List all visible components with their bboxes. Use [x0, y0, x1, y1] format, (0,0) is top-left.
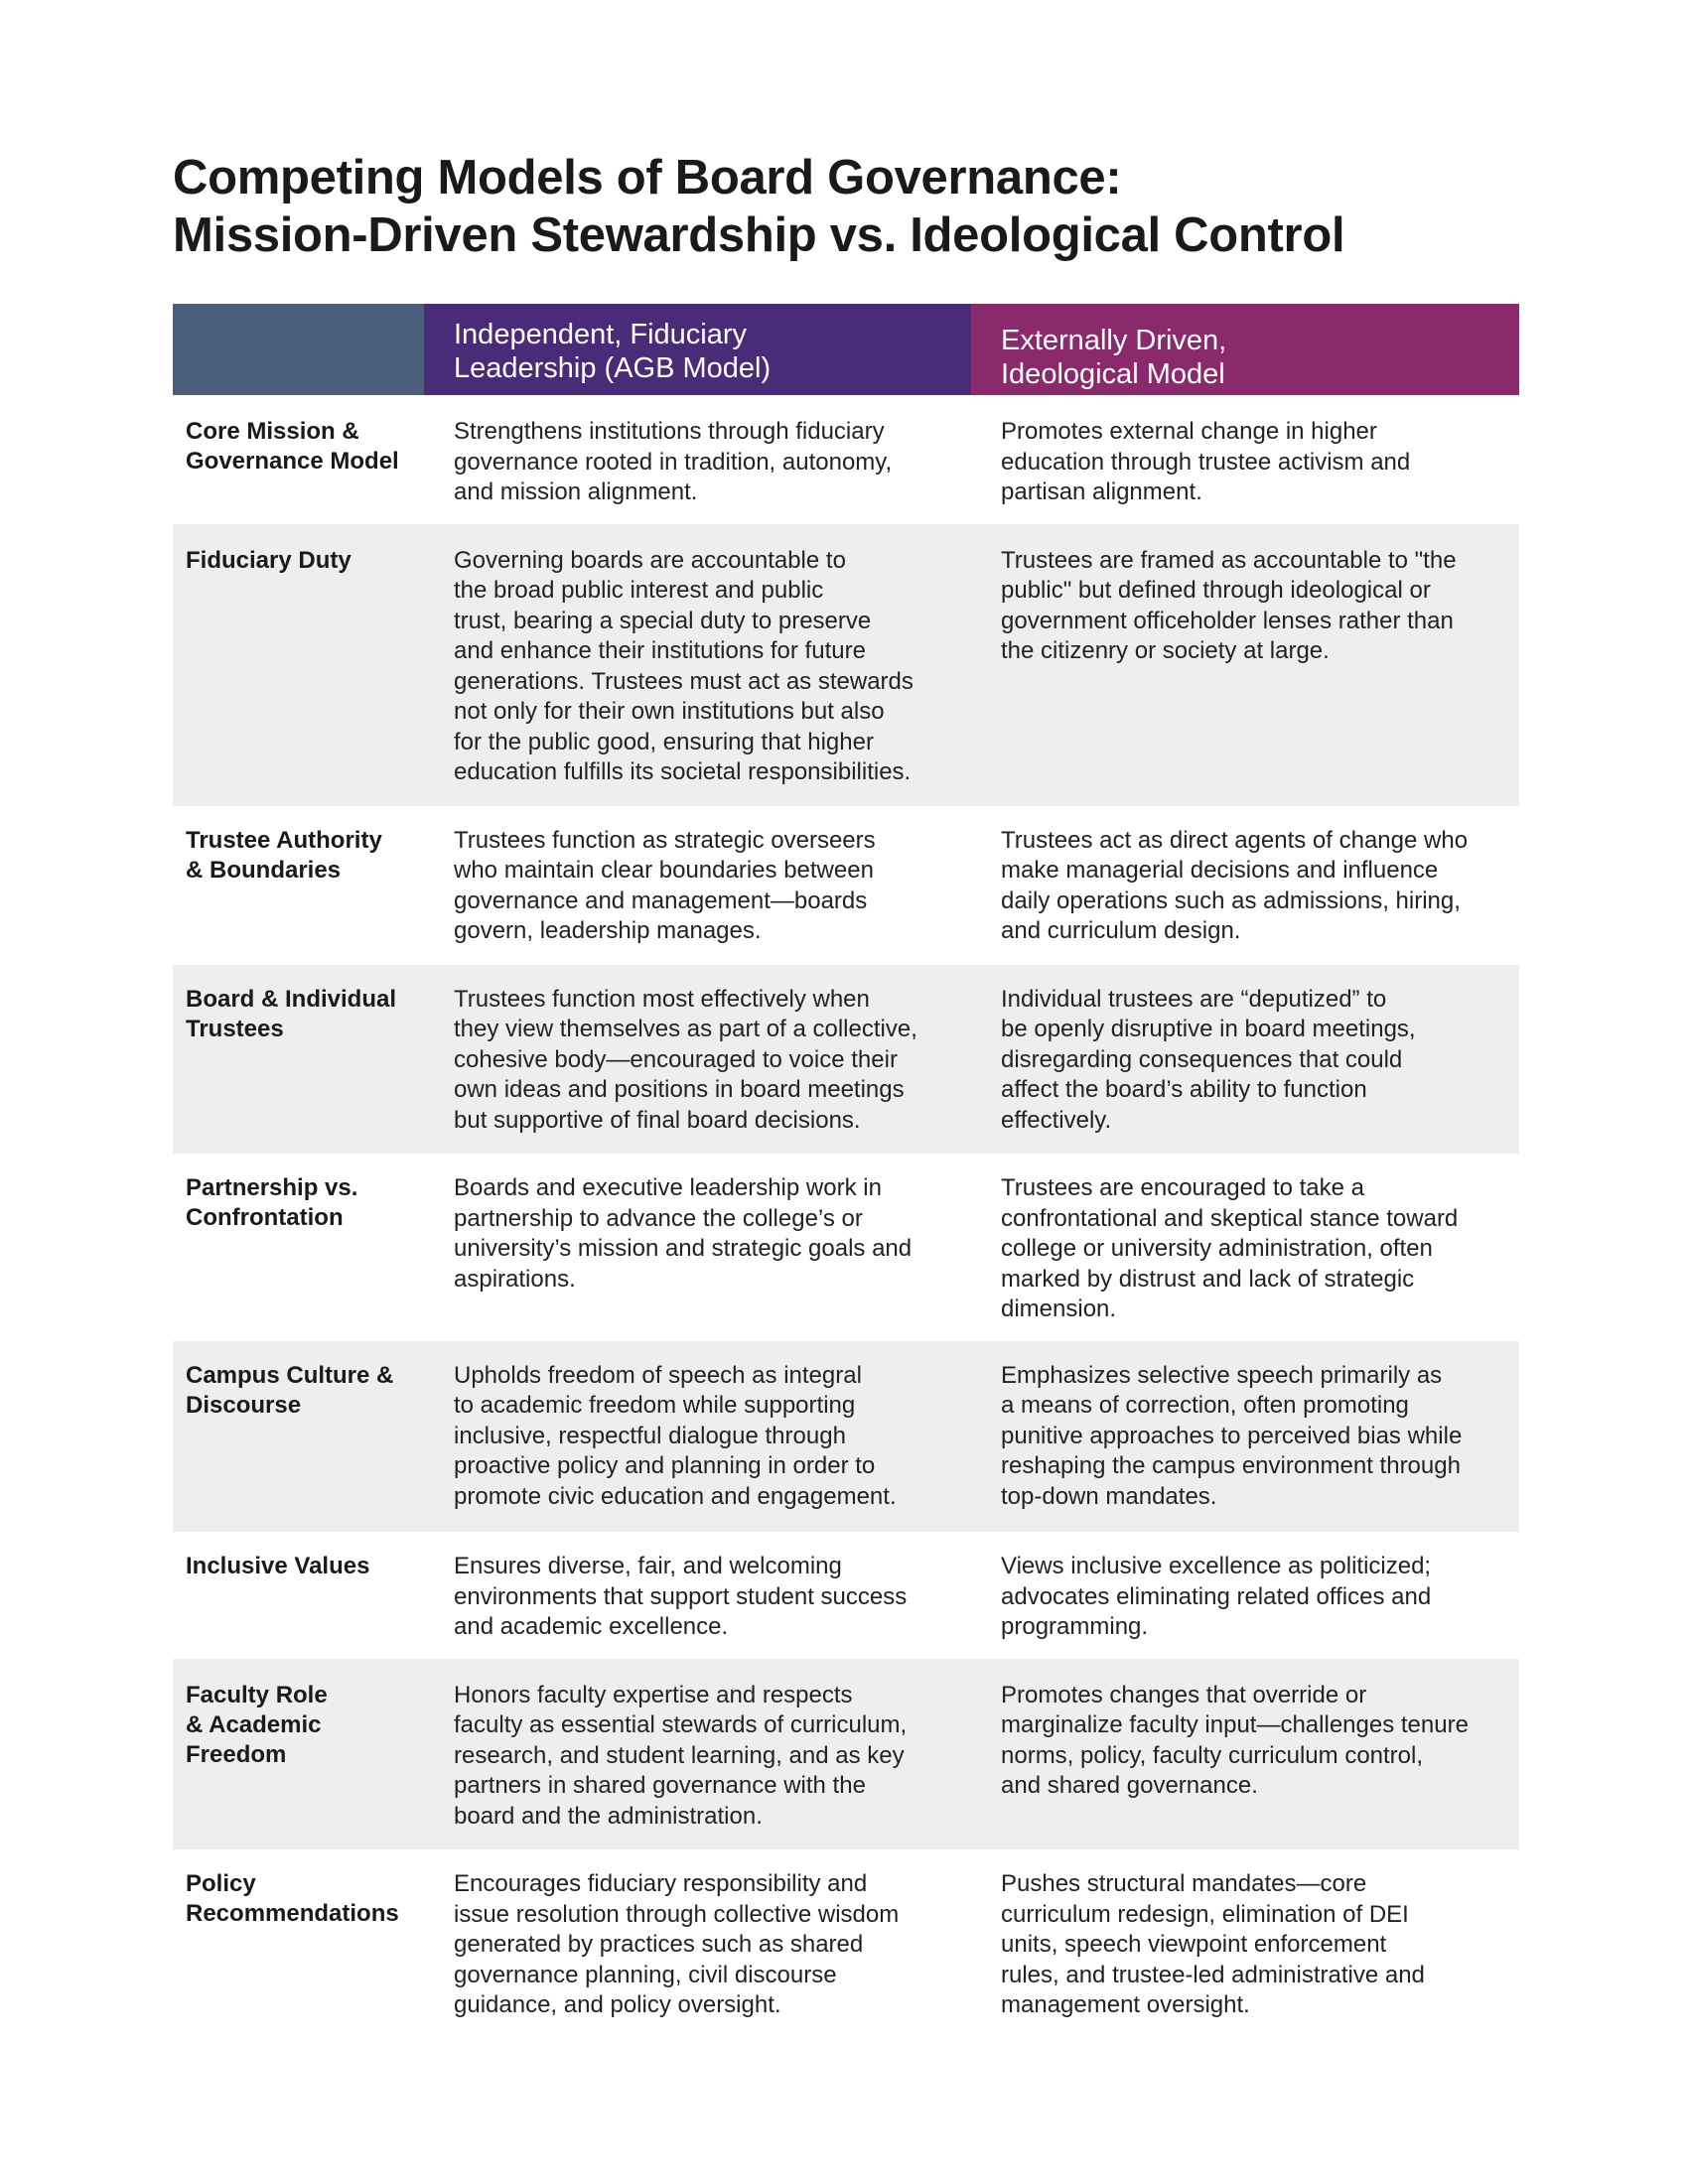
row-label	[173, 1532, 424, 1659]
table-header	[173, 304, 1519, 395]
agb-model-cell-line: for the public good, ensuring that higher	[454, 728, 874, 755]
ideological-model-cell	[971, 524, 1519, 806]
agb-model-cell-line: guidance, and policy oversight.	[454, 1991, 781, 2018]
row-label-line: Discourse	[186, 1391, 302, 1419]
table-row	[173, 1849, 1519, 2037]
table-row	[173, 965, 1519, 1155]
ideological-model-cell-line: a means of correction, often promoting	[1001, 1392, 1409, 1419]
agb-model-cell-line: they view themselves as part of a collective,	[454, 1016, 917, 1042]
agb-model-cell	[424, 395, 971, 524]
ideological-model-cell-line: Promotes external change in higher	[1001, 418, 1377, 445]
row-label-line: Policy	[186, 1870, 256, 1897]
ideological-model-cell	[971, 395, 1519, 524]
agb-model-cell-line: govern, leadership manages.	[454, 917, 762, 944]
agb-model-cell-line: Upholds freedom of speech as integral	[454, 1361, 862, 1389]
table-row	[173, 806, 1519, 965]
agb-model-cell-line: issue resolution through collective wisdom	[454, 1900, 900, 1928]
agb-model-cell-line: Boards and executive leadership work in	[454, 1174, 882, 1201]
agb-model-cell-line: faculty as essential stewards of curriculum,	[454, 1711, 908, 1738]
ideological-model-cell-line: partisan alignment.	[1001, 478, 1202, 505]
agb-model-cell	[424, 1532, 971, 1659]
ideological-model-cell-line: reshaping the campus environment through	[1001, 1452, 1461, 1479]
table-row	[173, 1532, 1519, 1659]
agb-model-cell-line: and academic excellence.	[454, 1613, 729, 1640]
ideological-model-cell	[971, 1659, 1519, 1850]
ideological-model-cell	[971, 806, 1519, 965]
header-ideological-model	[971, 304, 1519, 395]
agb-model-cell-line: proactive policy and planning in order to	[454, 1452, 876, 1479]
ideological-model-cell-line: Trustees act as direct agents of change who	[1001, 826, 1469, 854]
agb-model-cell-line: who maintain clear boundaries between	[454, 857, 874, 884]
agb-model-cell-line: governance rooted in tradition, autonomy,	[454, 448, 893, 476]
agb-model-cell-line: trust, bearing a special duty to preserve	[454, 607, 872, 634]
agb-model-cell-line: aspirations.	[454, 1265, 576, 1293]
agb-model-cell-line: governance and management—boards	[454, 887, 868, 914]
agb-model-cell-line: cohesive body—encouraged to voice their	[454, 1045, 898, 1073]
ideological-model-cell-line: punitive approaches to perceived bias while	[1001, 1422, 1463, 1449]
table-body	[173, 395, 1519, 2037]
ideological-model-cell-line: dimension.	[1001, 1296, 1117, 1322]
header-ideological-line: Externally Driven,	[1001, 325, 1227, 356]
ideological-model-cell-line: confrontational and skeptical stance toward	[1001, 1204, 1459, 1232]
ideological-model-cell-line: college or university administration, often	[1001, 1235, 1433, 1262]
ideological-model-cell	[971, 1341, 1519, 1533]
ideological-model-cell-line: be openly disruptive in board meetings,	[1001, 1016, 1416, 1042]
agb-model-cell-line: Encourages fiduciary responsibility and	[454, 1870, 868, 1897]
header-ideological-line: Ideological Model	[1001, 358, 1225, 390]
row-label-line: Inclusive Values	[186, 1553, 370, 1579]
ideological-model-cell-line: marginalize faculty input—challenges tenure	[1001, 1711, 1469, 1738]
agb-model-cell-line: Ensures diverse, fair, and welcoming	[454, 1553, 842, 1579]
ideological-model-cell-line: public" but defined through ideological or	[1001, 577, 1431, 604]
ideological-model-cell-line: curriculum redesign, elimination of DEI	[1001, 1900, 1409, 1928]
agb-model-cell-line: not only for their own institutions but also	[454, 698, 885, 725]
agb-model-cell-line: Trustees function most effectively when	[454, 985, 870, 1013]
agb-model-cell-line: partnership to advance the college’s or	[454, 1204, 863, 1232]
ideological-model-cell-line: effectively.	[1001, 1106, 1112, 1134]
agb-model-cell	[424, 524, 971, 806]
agb-model-cell-line: research, and student learning, and as key	[454, 1741, 905, 1769]
ideological-model-cell-line: marked by distrust and lack of strategic	[1001, 1265, 1415, 1293]
ideological-model-cell-line: and curriculum design.	[1001, 917, 1241, 944]
ideological-model-cell-line: management oversight.	[1001, 1991, 1250, 2018]
agb-model-cell-line: generated by practices such as shared	[454, 1931, 864, 1958]
ideological-model-cell-line: programming.	[1001, 1613, 1149, 1640]
row-label	[173, 1849, 424, 2037]
agb-model-cell-line: the broad public interest and public	[454, 577, 824, 604]
table-row	[173, 1154, 1519, 1341]
row-label-line: Trustee Authority	[186, 826, 382, 854]
ideological-model-cell-line: advocates eliminating related offices and	[1001, 1582, 1432, 1610]
agb-model-cell	[424, 1341, 971, 1533]
agb-model-cell	[424, 1154, 971, 1341]
row-label	[173, 1341, 424, 1533]
ideological-model-cell	[971, 1154, 1519, 1341]
table-row	[173, 1659, 1519, 1850]
row-label-line: Faculty Role	[186, 1681, 328, 1708]
ideological-model-cell-line: rules, and trustee-led administrative and	[1001, 1961, 1425, 1988]
row-label-line: Board & Individual	[186, 985, 397, 1013]
ideological-model-cell-line: norms, policy, faculty curriculum control,	[1001, 1741, 1424, 1769]
agb-model-cell-line: board and the administration.	[454, 1802, 763, 1830]
ideological-model-cell-line: units, speech viewpoint enforcement	[1001, 1931, 1387, 1958]
ideological-model-cell-line: Promotes changes that override or	[1001, 1681, 1367, 1708]
row-label	[173, 1659, 424, 1850]
title-line-1: Competing Models of Board Governance:	[173, 151, 1122, 205]
table-row	[173, 395, 1519, 524]
ideological-model-cell-line: top-down mandates.	[1001, 1482, 1217, 1510]
row-label	[173, 524, 424, 806]
ideological-model-cell-line: make managerial decisions and influence	[1001, 857, 1439, 884]
agb-model-cell-line: Governing boards are accountable to	[454, 546, 846, 574]
agb-model-cell-line: to academic freedom while supporting	[454, 1392, 856, 1419]
row-label-line: Freedom	[186, 1740, 287, 1768]
title-line-2: Mission-Driven Stewardship vs. Ideological Control	[173, 208, 1345, 262]
row-label-line: Recommendations	[186, 1900, 399, 1927]
agb-model-cell-line: generations. Trustees must act as stewards	[454, 667, 914, 695]
ideological-model-cell-line: education through trustee activism and	[1001, 448, 1411, 476]
comparison-table	[173, 304, 1519, 2037]
row-label	[173, 395, 424, 524]
ideological-model-cell-line: Emphasizes selective speech primarily as	[1001, 1361, 1443, 1389]
ideological-model-cell-line: government officeholder lenses rather than	[1001, 607, 1454, 634]
agb-model-cell-line: inclusive, respectful dialogue through	[454, 1422, 846, 1449]
ideological-model-cell-line: Pushes structural mandates—core	[1001, 1870, 1367, 1897]
agb-model-cell-line: and enhance their institutions for future	[454, 637, 866, 664]
ideological-model-cell	[971, 1532, 1519, 1659]
header-agb-model	[424, 304, 971, 395]
table-row	[173, 1341, 1519, 1533]
row-label-line: Core Mission &	[186, 418, 359, 445]
agb-model-cell-line: own ideas and positions in board meetings	[454, 1076, 905, 1103]
header-agb-line: Leadership (AGB Model)	[454, 352, 772, 384]
row-label-line: Fiduciary Duty	[186, 546, 352, 574]
ideological-model-cell-line: Views inclusive excellence as politicized;	[1001, 1553, 1432, 1579]
row-label-line: & Academic	[186, 1710, 322, 1738]
agb-model-cell-line: Strengthens institutions through fiduciary	[454, 418, 885, 445]
agb-model-cell-line: governance planning, civil discourse	[454, 1961, 837, 1988]
ideological-model-cell-line: and shared governance.	[1001, 1772, 1258, 1799]
table-row	[173, 524, 1519, 806]
ideological-model-cell-line: affect the board’s ability to function	[1001, 1076, 1367, 1103]
page-title	[173, 149, 1523, 264]
ideological-model-cell-line: Trustees are encouraged to take a	[1001, 1174, 1364, 1201]
row-label	[173, 1154, 424, 1341]
agb-model-cell-line: and mission alignment.	[454, 478, 698, 505]
ideological-model-cell-line: the citizenry or society at large.	[1001, 637, 1330, 664]
row-label-line: Trustees	[186, 1015, 284, 1042]
agb-model-cell	[424, 965, 971, 1155]
row-label	[173, 965, 424, 1155]
agb-model-cell-line: university’s mission and strategic goals and	[454, 1235, 913, 1262]
agb-model-cell-line: education fulfills its societal responsibilities.	[454, 758, 912, 785]
row-label	[173, 806, 424, 965]
agb-model-cell	[424, 1849, 971, 2037]
ideological-model-cell	[971, 1849, 1519, 2037]
ideological-model-cell-line: Individual trustees are “deputized” to	[1001, 985, 1387, 1013]
header-blank-cell	[173, 304, 424, 395]
row-label-line: Partnership vs.	[186, 1174, 358, 1201]
agb-model-cell-line: environments that support student success	[454, 1582, 908, 1610]
ideological-model-cell-line: disregarding consequences that could	[1001, 1045, 1403, 1073]
agb-model-cell-line: Trustees function as strategic overseers	[454, 826, 876, 854]
agb-model-cell-line: but supportive of final board decisions.	[454, 1106, 861, 1134]
agb-model-cell	[424, 1659, 971, 1850]
agb-model-cell-line: Honors faculty expertise and respects	[454, 1681, 853, 1708]
agb-model-cell-line: promote civic education and engagement.	[454, 1482, 897, 1510]
ideological-model-cell	[971, 965, 1519, 1155]
row-label-line: Confrontation	[186, 1204, 344, 1231]
agb-model-cell	[424, 806, 971, 965]
header-agb-line: Independent, Fiduciary	[454, 319, 748, 350]
row-label-line: & Boundaries	[186, 856, 342, 884]
row-label-line: Campus Culture &	[186, 1361, 394, 1389]
agb-model-cell-line: partners in shared governance with the	[454, 1772, 866, 1799]
row-label-line: Governance Model	[186, 448, 399, 475]
ideological-model-cell-line: Trustees are framed as accountable to "the	[1001, 546, 1457, 574]
ideological-model-cell-line: daily operations such as admissions, hiring,	[1001, 887, 1461, 914]
